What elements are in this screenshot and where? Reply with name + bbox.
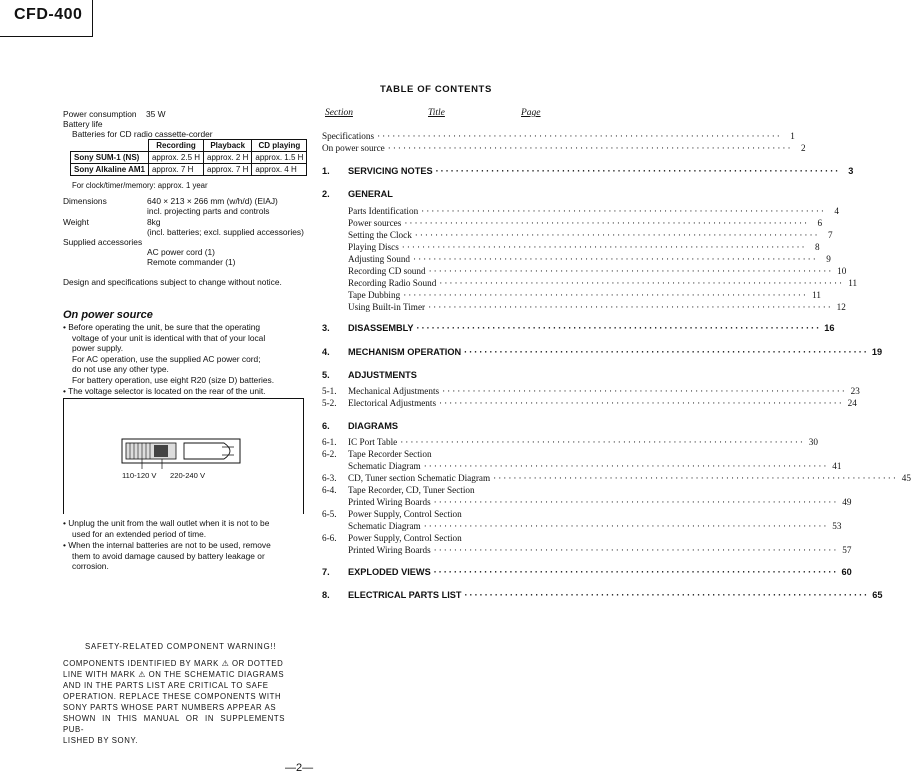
toc-entry-title: Tape Dubbing xyxy=(348,290,401,300)
toc-entry-title: Using Built-in Timer xyxy=(348,302,426,312)
toc-entry-title: On power source xyxy=(322,143,385,153)
toc-entry-page: 60 xyxy=(841,567,852,577)
toc-entry[interactable] xyxy=(322,521,842,531)
toc-col-section: Section xyxy=(325,108,353,118)
toc-entry[interactable] xyxy=(322,218,823,228)
toc-entry-page: 6 xyxy=(817,218,823,228)
toc-entry-title: EXPLODED VIEWS xyxy=(348,567,431,577)
toc-entry-page: 1 xyxy=(790,131,795,141)
toc-entry[interactable] xyxy=(322,461,842,471)
toc-entry-number: 3. xyxy=(322,323,330,333)
battery-table-row xyxy=(71,152,307,164)
text-line: • Unplug the unit from the wall outlet when it is not to be xyxy=(63,518,270,528)
battery-life-label: Battery life xyxy=(63,119,103,129)
toc-leader-dots: ················································································ xyxy=(377,131,782,141)
toc-entry-title: DIAGRAMS xyxy=(348,421,399,431)
text-line: them to avoid damage caused by battery leakage or xyxy=(72,550,265,561)
toc-entry-title: CD, Tuner section Schematic Diagram xyxy=(348,473,491,483)
toc-entry[interactable] xyxy=(322,254,831,264)
battery-table-cell: approx. 2 H xyxy=(204,152,252,164)
toc-leader-dots: ················································································ xyxy=(403,290,808,300)
toc-entry-title: Adjusting Sound xyxy=(348,254,411,264)
power-source-bullet-4 xyxy=(63,540,308,572)
model-title: CFD-400 xyxy=(14,6,83,23)
toc-entry-number: 6-3. xyxy=(322,473,337,483)
toc-entry-title: Recording Radio Sound xyxy=(348,278,437,288)
toc-entry-number: 1. xyxy=(322,166,330,176)
toc-leader-dots: ················································································ xyxy=(421,206,826,216)
toc-entry-title: Power sources xyxy=(348,218,402,228)
safety-warning-text xyxy=(63,658,285,746)
accessories-label: Supplied accessories xyxy=(63,237,143,247)
page-number: —2— xyxy=(285,762,314,774)
accessory-ac-cord: AC power cord (1) xyxy=(147,247,215,257)
power-source-bullet-2: • The voltage selector is located on the rear of the unit. xyxy=(63,385,266,396)
toc-entry-title: Power Supply, Control Section xyxy=(348,533,462,543)
toc-entry-title: Specifications xyxy=(322,131,375,141)
text-line: corrosion. xyxy=(72,561,109,572)
toc-entry-title: Printed Wiring Boards xyxy=(348,497,431,507)
battery-table-cell: approx. 4 H xyxy=(252,164,307,176)
toc-entry-title: DISASSEMBLY xyxy=(348,323,414,333)
toc-entry[interactable] xyxy=(322,131,795,141)
battery-life-table xyxy=(70,139,307,176)
voltage-label-220: 220-240 V xyxy=(170,471,206,480)
toc-entry[interactable] xyxy=(322,473,911,483)
toc-entry-number: 5. xyxy=(322,370,330,380)
toc-entry-number: 6-6. xyxy=(322,533,337,543)
toc-entry-title: Setting the Clock xyxy=(348,230,412,240)
toc-entry-title: Power Supply, Control Section xyxy=(348,509,462,519)
voltage-label-110: 110-120 V xyxy=(122,471,157,480)
toc-entry[interactable] xyxy=(322,143,806,153)
toc-entry-page: 8 xyxy=(814,242,820,252)
toc-entry-number: 8. xyxy=(322,590,330,600)
warning-line: LISHED BY SONY. xyxy=(63,736,139,745)
toc-entry[interactable] xyxy=(322,370,542,380)
toc-entry-page: 16 xyxy=(824,323,835,333)
toc-entry-title: Playing Discs xyxy=(348,242,399,252)
toc-entry[interactable] xyxy=(322,590,883,600)
toc-entry-title: IC Port Table xyxy=(348,437,398,447)
text-line: • Before operating the unit, be sure that the operating xyxy=(63,322,261,332)
toc-entry[interactable] xyxy=(322,189,542,199)
power-source-bullet-3 xyxy=(63,518,308,539)
toc-entry-number: 7. xyxy=(322,567,330,577)
design-note: Design and specifications subject to change without notice. xyxy=(63,277,282,287)
toc-title: TABLE OF CONTENTS xyxy=(380,84,492,95)
toc-entry-number: 6-5. xyxy=(322,509,337,519)
toc-entry-page: 23 xyxy=(850,386,860,396)
weight-label: Weight xyxy=(63,217,89,227)
toc-entry-title: Electorical Adjustments xyxy=(348,398,437,408)
toc-leader-dots: ················································································ xyxy=(433,567,839,577)
toc-entry[interactable] xyxy=(322,545,852,555)
toc-entry-title: Mechanical Adjustments xyxy=(348,386,440,396)
toc-leader-dots: ················································································ xyxy=(401,242,807,252)
toc-entry[interactable] xyxy=(322,533,542,543)
text-line: do not use any other type. xyxy=(72,364,169,375)
toc-leader-dots: ················································································ xyxy=(464,590,870,600)
toc-entry-number: 5-1. xyxy=(322,386,337,396)
toc-entry[interactable] xyxy=(322,166,854,176)
toc-entry-number: 6-4. xyxy=(322,485,337,495)
toc-entry-page: 53 xyxy=(832,521,842,531)
toc-entry-page: 45 xyxy=(901,473,911,483)
weight-note: (incl. batteries; excl. supplied accessories) xyxy=(147,227,304,237)
battery-life-sub: Batteries for CD radio cassette-corder xyxy=(72,129,213,139)
toc-leader-dots: ················································································ xyxy=(413,254,818,264)
warning-line: SONY PARTS WHOSE PART NUMBERS APPEAR AS xyxy=(63,703,277,712)
toc-entry-page: 4 xyxy=(834,206,839,216)
toc-entry-number: 4. xyxy=(322,347,330,357)
toc-entry-page: 30 xyxy=(808,437,818,447)
battery-table-header xyxy=(71,140,307,152)
toc-col-page: Page xyxy=(521,108,541,118)
toc-entry-title: MECHANISM OPERATION xyxy=(348,347,462,357)
toc-entry-page: 3 xyxy=(848,166,854,176)
warning-line: COMPONENTS IDENTIFIED BY MARK ⚠ OR DOTTED xyxy=(63,659,284,668)
toc-entry-number: 6-1. xyxy=(322,437,337,447)
battery-table-cell: approx. 7 H xyxy=(204,164,252,176)
toc-entry[interactable] xyxy=(322,421,542,431)
toc-leader-dots: ················································································ xyxy=(404,218,810,228)
text-line: voltage of your unit is identical with that of your local xyxy=(72,332,266,343)
power-consumption-value: 35 W xyxy=(146,109,166,119)
dimensions-label: Dimensions xyxy=(63,196,107,206)
battery-table-header-cell: Playback xyxy=(204,140,252,152)
text-line: used for an extended period of time. xyxy=(72,528,207,539)
safety-warning-title: SAFETY-RELATED COMPONENT WARNING!! xyxy=(85,642,277,651)
toc-entry[interactable] xyxy=(322,302,846,312)
toc-entry[interactable] xyxy=(322,278,858,288)
model-box-border xyxy=(92,0,93,36)
toc-leader-dots: ················································································ xyxy=(439,398,844,408)
toc-entry-page: 11 xyxy=(812,290,821,300)
warning-line: SHOWN IN THIS MANUAL OR IN SUPPLEMENTS PUB- xyxy=(63,714,285,734)
toc-col-title: Title xyxy=(428,108,445,118)
toc-entry-page: 65 xyxy=(872,590,883,600)
battery-table-cell: approx. 2.5 H xyxy=(148,152,203,164)
voltage-selector-illustration xyxy=(64,399,303,514)
battery-table-cell: approx. 7 H xyxy=(148,164,203,176)
power-consumption xyxy=(63,109,166,120)
battery-table-cell: approx. 1.5 H xyxy=(252,152,307,164)
toc-leader-dots: ················································································ xyxy=(414,230,820,240)
warning-line: LINE WITH MARK ⚠ ON THE SCHEMATIC DIAGRAMS xyxy=(63,670,285,679)
toc-leader-dots: ················································································ xyxy=(442,386,847,396)
toc-entry-page: 19 xyxy=(871,347,883,357)
toc-entry[interactable] xyxy=(322,497,852,507)
toc-entry[interactable] xyxy=(322,266,847,276)
battery-table-header-cell: Recording xyxy=(148,140,203,152)
toc-entry[interactable] xyxy=(322,398,857,408)
toc-entry-title: Printed Wiring Boards xyxy=(348,545,431,555)
toc-entry-title: GENERAL xyxy=(348,189,393,199)
toc-entry[interactable] xyxy=(322,485,542,495)
dimensions-note: incl. projecting parts and controls xyxy=(147,206,270,216)
voltage-selector-diagram xyxy=(63,398,304,514)
text-line: For AC operation, use the supplied AC power cord; xyxy=(72,353,261,364)
toc-entry[interactable] xyxy=(322,449,542,459)
warning-line: AND IN THE PARTS LIST ARE CRITICAL TO SAFE xyxy=(63,681,269,690)
toc-entry[interactable] xyxy=(322,386,860,396)
toc-entry-page: 12 xyxy=(836,302,846,312)
toc-entry-title: Tape Recorder Section xyxy=(348,449,432,459)
clock-memory-note: For clock/timer/memory: approx. 1 year xyxy=(72,181,208,190)
toc-entry-title: Parts Identification xyxy=(348,206,419,216)
battery-table-cell: Sony Alkaline AM1 xyxy=(71,164,149,176)
toc-entry[interactable] xyxy=(322,347,883,357)
toc-leader-dots: ················································································ xyxy=(416,323,822,333)
toc-leader-dots: ················································································ xyxy=(428,266,834,276)
toc-entry-page: 49 xyxy=(842,497,852,507)
toc-entry[interactable] xyxy=(322,509,542,519)
toc-entry-title: SERVICING NOTES xyxy=(348,166,433,176)
toc-leader-dots: ················································································ xyxy=(464,347,869,357)
battery-table-row xyxy=(71,164,307,176)
toc-entry[interactable] xyxy=(322,437,818,447)
toc-leader-dots: ················································································ xyxy=(423,461,829,471)
toc-entry[interactable] xyxy=(322,290,821,300)
toc-entry-number: 2. xyxy=(322,189,330,199)
battery-table-header-cell xyxy=(71,140,149,152)
toc-entry-title: Tape Recorder, CD, Tuner Section xyxy=(348,485,475,495)
toc-entry-page: 57 xyxy=(842,545,852,555)
model-box-border xyxy=(0,36,93,37)
toc-leader-dots: ················································································ xyxy=(423,521,829,531)
toc-entry-number: 6. xyxy=(322,421,330,431)
toc-entry-number: 5-2. xyxy=(322,398,337,408)
toc-entry-page: 41 xyxy=(832,461,842,471)
warning-line: OPERATION. REPLACE THESE COMPONENTS WITH xyxy=(63,692,282,701)
toc-leader-dots: ················································································ xyxy=(493,473,898,483)
toc-entry-number: 6-2. xyxy=(322,449,337,459)
power-source-heading: On power source xyxy=(63,309,153,321)
toc-entry-page: 7 xyxy=(827,230,833,240)
toc-entry-page: 24 xyxy=(847,398,857,408)
toc-entry-page: 11 xyxy=(848,278,858,288)
toc-entry[interactable] xyxy=(322,567,852,577)
text-line: For battery operation, use eight R20 (size D) batteries. xyxy=(72,374,275,385)
toc-leader-dots: ················································································ xyxy=(439,278,845,288)
text-line: • When the internal batteries are not to be used, remove xyxy=(63,540,271,550)
toc-entry-title: ELECTRICAL PARTS LIST xyxy=(348,590,462,600)
power-source-bullet-1 xyxy=(63,322,303,396)
toc-leader-dots: ················································································ xyxy=(435,166,841,176)
toc-entry[interactable] xyxy=(322,230,833,240)
toc-leader-dots: ················································································ xyxy=(387,143,793,153)
text-line: power supply. xyxy=(72,343,124,354)
toc-entry[interactable] xyxy=(322,206,839,216)
toc-entry-title: ADJUSTMENTS xyxy=(348,370,417,380)
battery-table-cell: Sony SUM-1 (NS) xyxy=(71,152,149,164)
dimensions-value: 640 × 213 × 266 mm (w/h/d) (EIAJ) xyxy=(147,196,278,206)
toc-entry-title: Recording CD sound xyxy=(348,266,426,276)
power-consumption-label: Power consumption xyxy=(63,109,137,119)
battery-table-header-cell: CD playing xyxy=(252,140,307,152)
toc-leader-dots: ················································································ xyxy=(400,437,805,447)
toc-entry[interactable] xyxy=(322,242,820,252)
toc-leader-dots: ················································································ xyxy=(428,302,833,312)
toc-entry-title: Schematic Diagram xyxy=(348,461,421,471)
toc-entry-page: 2 xyxy=(800,143,806,153)
toc-entry-title: Schematic Diagram xyxy=(348,521,421,531)
weight-value: 8kg xyxy=(147,217,161,227)
toc-entry-page: 9 xyxy=(826,254,831,264)
toc-entry[interactable] xyxy=(322,323,835,333)
accessory-remote: Remote commander (1) xyxy=(147,257,236,267)
toc-leader-dots: ················································································ xyxy=(433,497,839,507)
toc-leader-dots: ················································································ xyxy=(433,545,839,555)
toc-entry-page: 10 xyxy=(837,266,847,276)
